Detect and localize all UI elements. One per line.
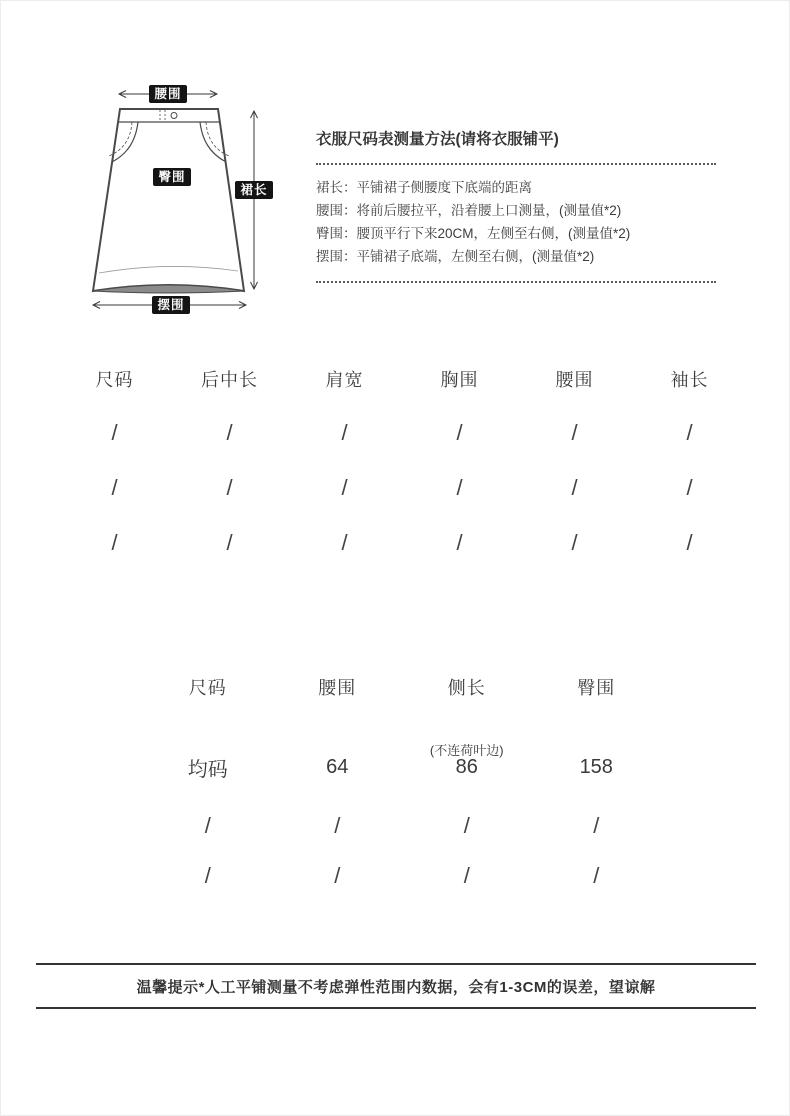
column-header: 后中长 — [201, 370, 258, 390]
table-cell: 158 — [579, 755, 613, 778]
column-header: 尺码 — [95, 370, 134, 390]
size-table-top — [57, 353, 747, 570]
footer-notice-text: 温馨提示*人工平铺测量不考虑弹性范围内数据，会有1-3CM的误差，望谅解 — [136, 978, 656, 996]
table-cell: / — [571, 419, 578, 445]
column-header: 胸围 — [440, 370, 479, 390]
table-cell: / — [226, 529, 233, 555]
instruction-item: 摆围：平铺裙子底端，左侧至右侧，(测量值*2) — [316, 249, 595, 264]
instructions-list — [316, 165, 716, 281]
hem-measure-label: 摆围 — [152, 296, 190, 314]
dotted-divider — [316, 281, 716, 283]
column-header: 肩宽 — [325, 370, 364, 390]
table-cell: / — [111, 474, 118, 500]
table-cell: / — [341, 419, 348, 445]
skirt-diagram — [86, 81, 286, 319]
table-cell: / — [571, 474, 578, 500]
size-table-bottom — [143, 661, 661, 901]
column-header: 腰围 — [555, 370, 594, 390]
hip-measure-label: 臀围 — [153, 168, 191, 186]
instructions-title: 衣服尺码表测量方法(请将衣服铺平) — [316, 131, 559, 148]
table-cell: / — [593, 863, 600, 888]
waist-measure-label: 腰围 — [149, 85, 187, 103]
length-measure-label: 裙长 — [235, 181, 273, 199]
skirt-outline — [93, 109, 244, 293]
table-cell: / — [686, 419, 693, 445]
table-cell: / — [111, 529, 118, 555]
table-cell: / — [456, 474, 463, 500]
instruction-item: 臀围：腰顶平行下来20CM，左侧至右侧，(测量值*2) — [316, 226, 631, 241]
column-header: 腰围 — [318, 678, 357, 698]
table-cell: / — [463, 863, 470, 888]
table-cell: 64 — [326, 755, 349, 778]
instruction-item: 腰围：将前后腰拉平，沿着腰上口测量，(测量值*2) — [316, 203, 622, 218]
table-cell: / — [341, 529, 348, 555]
table-row — [143, 713, 661, 801]
table-cell: 均码 — [187, 758, 228, 781]
table-row — [143, 851, 661, 901]
footer-notice-bar — [36, 963, 756, 1009]
table-cell: / — [226, 419, 233, 445]
table-cell: / — [111, 419, 118, 445]
table-cell: / — [334, 863, 341, 888]
table-cell: / — [226, 474, 233, 500]
table-row — [57, 460, 747, 515]
table-row — [57, 515, 747, 570]
instruction-item: 裙长：平铺裙子侧腰度下底端的距离 — [316, 180, 532, 195]
table-cell: / — [456, 419, 463, 445]
column-header: 臀围 — [577, 678, 616, 698]
side-length-value: 86 — [455, 755, 478, 778]
table-cell: / — [571, 529, 578, 555]
table-header-row — [57, 353, 747, 405]
table-cell: / — [686, 529, 693, 555]
table-header-row — [143, 661, 661, 713]
table-cell: / — [204, 813, 211, 838]
column-header: 侧长 — [447, 678, 486, 698]
table-cell: / — [204, 863, 211, 888]
measure-instructions — [316, 127, 716, 283]
side-length-note: (不连荷叶边) — [429, 742, 504, 758]
table-cell: / — [686, 474, 693, 500]
column-header: 尺码 — [188, 678, 227, 698]
table-cell: / — [334, 813, 341, 838]
table-cell: / — [456, 529, 463, 555]
table-row — [57, 405, 747, 460]
skirt-drawing-svg — [86, 81, 286, 319]
table-cell — [402, 736, 532, 779]
table-cell: / — [463, 813, 470, 838]
table-row — [143, 801, 661, 851]
column-header: 袖长 — [670, 370, 709, 390]
table-cell: / — [593, 813, 600, 838]
table-cell: / — [341, 474, 348, 500]
